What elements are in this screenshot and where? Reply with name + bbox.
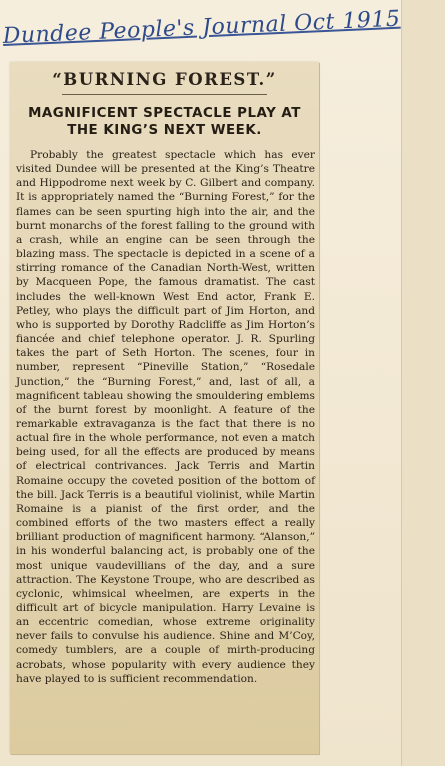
- article-subheading: MAGNIFICENT SPECTACLE PLAY AT THE KING’S NEXT WEEK.: [28, 106, 301, 138]
- headline-rule: [62, 94, 267, 95]
- article-headline: “BURNING FOREST.”: [52, 70, 277, 89]
- handwritten-annotation: Dundee People's Journal Oct 1915: [2, 6, 401, 50]
- page-edge: [401, 0, 445, 766]
- article-body: Probably the greatest spectacle which has ever visited Dundee will be presented at the King’s Theatre and Hippodrome next week by C. Gilbert and company. It is appropriately named the “Burning Forest,” for the flames can be seen spurting high into the air, and the burnt monarchs of the forest falling to the ground with a crash, while an engine can be seen through the blazing mass. The spectacle is depicted in a scene of a stirring romance of the Canadian North-West, written by Macqueen Pope, the famous dramatist. The cast includes the well-known West End actor, Frank E. Petley, who plays the difficult part of Jim Horton, and who is supported by Dorothy Radcliffe as Jim Horton’s fiancée and chief telephone operator. J. R. Spurling takes the part of Seth Horton. The scenes, four in number, represent “Pineville Station,” “Rosedale Junction,” the “Burning Forest,” and, last of all, a magnificent tableau showing the smouldering emblems of the burnt forest by moonlight. A feature of the remarkable extravaganza is the fact that there is no actual fire in the whole performance, not even a match being used, for all the effects are produced by means of electrical contrivances. Jack Terris and Martin Romaine occupy the coveted position of the bottom of the bill. Jack Terris is a beautiful violinist, while Martin Romaine is a pianist of the first order, and the combined efforts of the two masters effect a really brilliant production of magnificent harmony. “Alanson,” in his wonderful balancing act, is probably one of the most unique vaudevillians of the day, and a sure attraction. The Keystone Troupe, who are described as cyclonic, whimsical wheelmen, are experts in the difficult art of bicycle manipulation. Harry Levaine is an eccentric comedian, whose extreme originality never fails to convulse his audience. Shine and M’Coy, comedy tumblers, are a couple of mirth-producing acrobats, whose popularity with every audience they have played to is sufficient recommendation.: [16, 149, 315, 685]
- newspaper-clipping: [10, 62, 319, 754]
